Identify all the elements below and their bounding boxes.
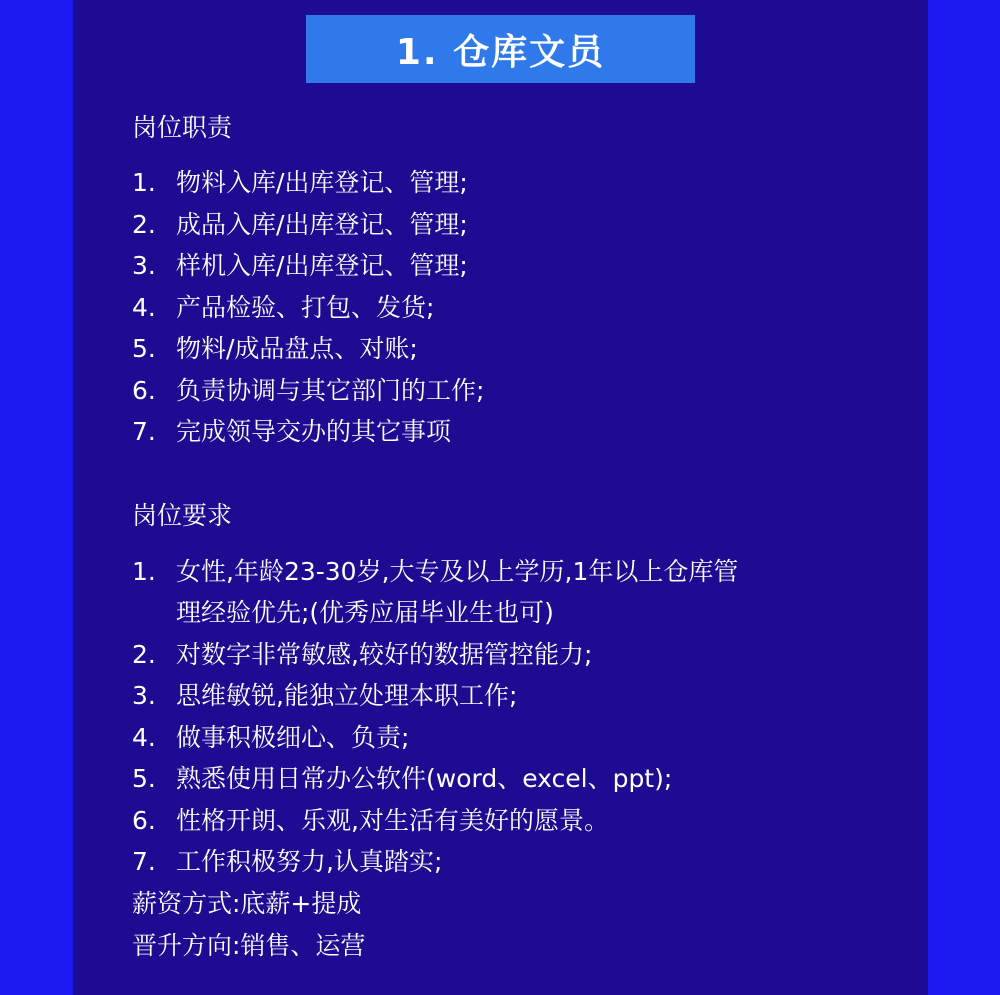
duty-number: 4. xyxy=(132,293,156,322)
duty-number: 1. xyxy=(132,168,156,197)
requirement-number: 7. xyxy=(132,847,156,876)
requirement-text: 做事积极细心、负责; xyxy=(176,723,410,752)
duty-number: 7. xyxy=(132,417,156,446)
requirement-text: 工作积极努力,认真踏实; xyxy=(176,847,443,876)
duty-text: 产品检验、打包、发货; xyxy=(176,293,435,322)
duties-heading: 岗位职责 xyxy=(132,113,233,142)
duty-number: 3. xyxy=(132,251,156,280)
duty-item xyxy=(132,287,434,329)
duty-text: 完成领导交办的其它事项 xyxy=(176,417,452,446)
requirement-text: 对数字非常敏感,较好的数据管控能力; xyxy=(176,640,593,669)
requirement-number: 5. xyxy=(132,764,156,793)
duty-text: 负责协调与其它部门的工作; xyxy=(176,376,485,405)
requirement-text: 思维敏锐,能独立处理本职工作; xyxy=(176,681,518,710)
requirements-heading: 岗位要求 xyxy=(132,501,233,530)
requirement-text: 性格开朗、乐观,对生活有美好的愿景。 xyxy=(176,806,609,835)
duty-item xyxy=(132,328,418,370)
requirement-number: 3. xyxy=(132,681,156,710)
duty-text: 成品入库/出库登记、管理; xyxy=(176,210,468,239)
title-banner xyxy=(306,15,695,83)
requirement-item xyxy=(132,758,672,800)
duty-text: 物料/成品盘点、对账; xyxy=(176,334,418,363)
duty-item xyxy=(132,370,484,412)
requirement-number: 6. xyxy=(132,806,156,835)
requirement-number: 1. xyxy=(132,557,156,586)
duty-text: 物料入库/出库登记、管理; xyxy=(176,168,468,197)
duty-text: 样机入库/出库登记、管理; xyxy=(176,251,468,280)
duty-number: 5. xyxy=(132,334,156,363)
duty-item xyxy=(132,245,468,287)
requirement-item xyxy=(132,551,738,593)
requirement-item xyxy=(132,800,609,842)
requirement-text: 熟悉使用日常办公软件(word、excel、ppt); xyxy=(176,764,673,793)
salary-info: 薪资方式:底薪+提成 xyxy=(132,889,362,918)
requirement-number: 4. xyxy=(132,723,156,752)
duty-number: 6. xyxy=(132,376,156,405)
duty-item xyxy=(132,411,451,453)
requirement-item xyxy=(132,675,517,717)
requirement-item xyxy=(132,841,442,883)
requirement-item xyxy=(132,717,409,759)
duty-number: 2. xyxy=(132,210,156,239)
requirement-item xyxy=(132,634,592,676)
requirement-continuation: 理经验优先;(优秀应届毕业生也可) xyxy=(176,598,554,627)
requirement-number: 2. xyxy=(132,640,156,669)
requirement-text: 女性,年龄23-30岁,大专及以上学历,1年以上仓库管 xyxy=(176,557,739,586)
duty-item xyxy=(132,162,468,204)
promotion-info: 晋升方向:销售、运营 xyxy=(132,931,366,960)
duty-item xyxy=(132,204,468,246)
page-title: 1. 仓库文员 xyxy=(395,31,606,73)
